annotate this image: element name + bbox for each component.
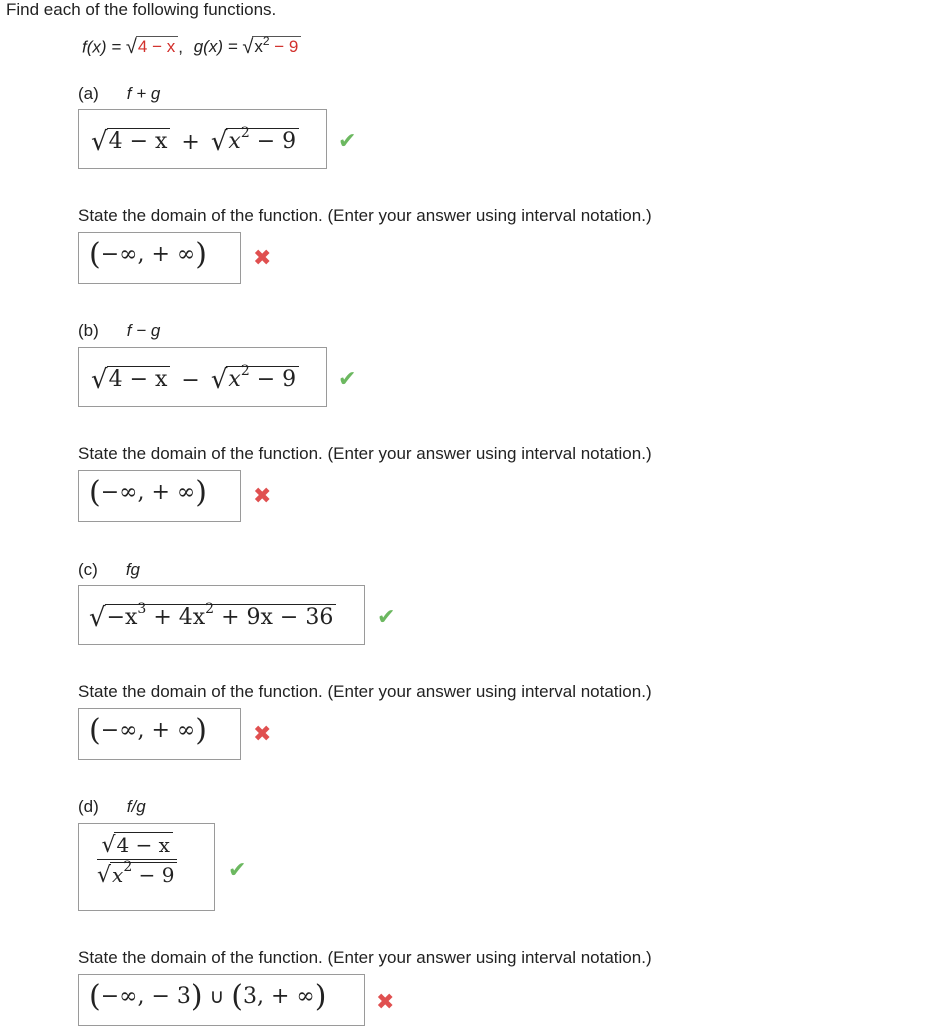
radical-den [97, 859, 177, 888]
answer-box-b[interactable] [78, 347, 327, 407]
instruction-text: Find each of the following functions. [6, 0, 277, 19]
part-c-label [78, 560, 140, 580]
radical-2 [210, 363, 299, 396]
denominator-base: x [112, 863, 124, 887]
domain-interval-1: −∞, − 3 [100, 984, 191, 1009]
g-radicand-exponent: 2 [262, 34, 270, 48]
right-paren: ) [195, 713, 207, 748]
radicand-1 [107, 366, 171, 393]
domain-prompt-c: State the domain of the function. (Enter your answer using interval notation.) [78, 682, 652, 701]
g-radical [242, 36, 301, 57]
radicand-2 [226, 125, 299, 155]
union-symbol: ∪ [209, 984, 225, 1008]
left-paren: ( [89, 475, 101, 510]
correct-check-icon: ✔ [377, 605, 396, 630]
function-definitions [82, 36, 301, 57]
part-a-label [78, 84, 160, 104]
f-radical [126, 36, 178, 57]
g-radicand-base: x [254, 37, 263, 56]
exponent-1: 3 [137, 601, 147, 617]
part-operation: f + g [126, 84, 161, 103]
radical-1 [91, 127, 170, 158]
right-paren: ) [195, 475, 207, 510]
domain-prompt-a: State the domain of the function. (Enter your answer using interval notation.) [78, 206, 652, 225]
radical-icon: √ [210, 127, 228, 158]
right-paren: ) [190, 979, 203, 1014]
term-2: + 4x [146, 605, 206, 630]
radicand-text: 4 − x [108, 129, 168, 154]
left-paren: ( [89, 979, 101, 1014]
domain-box-d[interactable] [78, 974, 365, 1026]
f-radicand: 4 − x [136, 36, 178, 57]
radical-2 [210, 125, 299, 158]
domain-prompt-b: State the domain of the function. (Enter your answer using interval notation.) [78, 444, 652, 463]
radical-icon: √ [91, 127, 108, 158]
denominator-exponent: 2 [123, 859, 133, 875]
part-d-label [78, 797, 146, 817]
domain-interval-2: 3, + ∞ [242, 984, 315, 1009]
radicand-exponent: 2 [240, 125, 250, 141]
part-label: (c) [78, 560, 98, 579]
g-radicand [252, 36, 301, 57]
radical-icon: √ [242, 36, 254, 59]
part-operation: f − g [126, 321, 161, 340]
part-operation: fg [125, 560, 141, 579]
exponent-2: 2 [205, 601, 215, 617]
radicand-product [105, 601, 337, 631]
radicand-2 [226, 363, 299, 393]
domain-box-b[interactable] [78, 470, 241, 522]
radicand-base: x [228, 367, 241, 392]
part-label: (a) [78, 84, 99, 103]
radical-icon: √ [97, 863, 112, 888]
correct-check-icon: ✔ [338, 367, 357, 392]
denominator-tail: − 9 [132, 863, 175, 887]
domain-box-a[interactable] [78, 232, 241, 284]
answer-box-c[interactable] [78, 585, 365, 645]
part-label: (d) [78, 797, 99, 816]
left-paren: ( [231, 979, 243, 1014]
radicand-tail: − 9 [249, 367, 297, 392]
radicand-text: 4 − x [108, 367, 168, 392]
radicand-exponent: 2 [240, 363, 250, 379]
radical-1 [91, 365, 170, 396]
left-paren: ( [89, 237, 101, 272]
g-definition-label: g(x) = [193, 37, 243, 57]
operator: + [181, 130, 200, 156]
g-radicand-tail: − 9 [269, 37, 299, 56]
part-label: (b) [78, 321, 99, 340]
right-paren: ) [314, 979, 327, 1014]
correct-check-icon: ✔ [338, 129, 357, 154]
radical-icon: √ [125, 36, 137, 59]
denominator-radicand [110, 859, 177, 887]
incorrect-x-icon: ✖ [253, 484, 272, 509]
radical-product [89, 601, 336, 634]
definition-separator: , [178, 37, 183, 57]
radical-icon: √ [101, 833, 116, 858]
domain-answer-text: −∞, + ∞ [100, 242, 196, 267]
radical-num [101, 832, 173, 857]
answer-box-a[interactable] [78, 109, 327, 169]
radicand-tail: − 9 [249, 129, 297, 154]
domain-answer-text: −∞, + ∞ [100, 480, 196, 505]
answer-box-d[interactable] [78, 823, 215, 911]
numerator-radicand: 4 − x [114, 832, 172, 857]
incorrect-x-icon: ✖ [376, 990, 395, 1015]
fraction [93, 832, 181, 887]
domain-box-c[interactable] [78, 708, 241, 760]
radical-icon: √ [210, 365, 228, 396]
radicand-1 [107, 128, 171, 155]
domain-answer-text: −∞, + ∞ [100, 718, 196, 743]
f-definition-label: f(x) = [82, 37, 126, 57]
part-operation: f/g [126, 797, 146, 816]
domain-prompt-d: State the domain of the function. (Enter your answer using interval notation.) [78, 948, 652, 967]
radical-icon: √ [91, 365, 108, 396]
fraction-numerator [97, 832, 177, 860]
fraction-denominator [93, 860, 181, 887]
correct-check-icon: ✔ [228, 858, 247, 883]
term-1: −x [106, 605, 138, 630]
radicand-base: x [228, 129, 241, 154]
term-3: + 9x − 36 [214, 605, 334, 630]
incorrect-x-icon: ✖ [253, 246, 272, 271]
operator: − [181, 368, 200, 394]
incorrect-x-icon: ✖ [253, 722, 272, 747]
radical-icon: √ [89, 603, 106, 634]
left-paren: ( [89, 713, 101, 748]
right-paren: ) [195, 237, 207, 272]
part-b-label [78, 321, 160, 341]
